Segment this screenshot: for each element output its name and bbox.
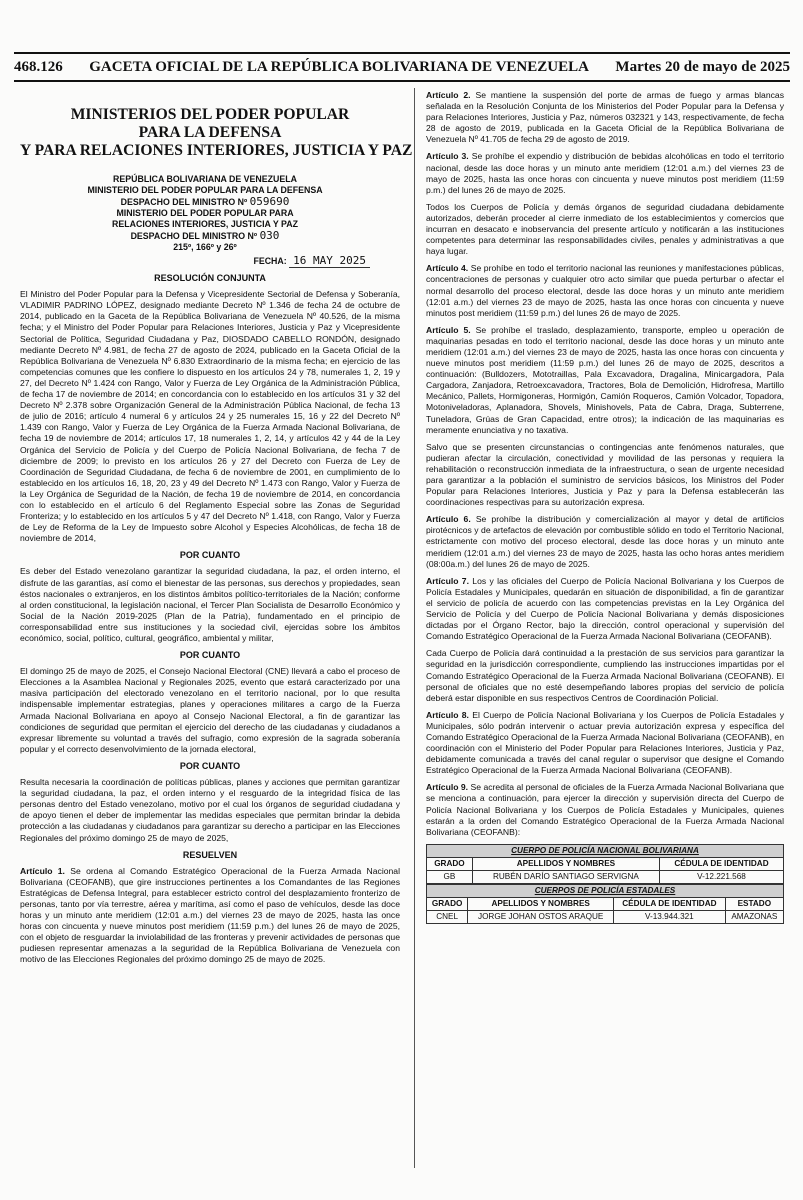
article-6 (426, 514, 784, 569)
por-cuanto-heading: POR CUANTO (179, 550, 241, 561)
gazette-header (14, 56, 790, 78)
por-cuanto-heading: POR CUANTO (179, 760, 241, 771)
article-label: Artículo 7. (426, 575, 469, 586)
ministries-title (20, 106, 413, 160)
table-header: APELLIDOS Y NOMBRES (472, 857, 659, 870)
article-text: Se prohíbe el expendio y distribución de bebidas alcohólicas en todo el territorio nacional, desde las doce horas y un minuto ante meridiem (12:01 a.m.) del viernes 23 de mayo de 2025, hasta las once horas con cincuenta y nueve minutos post meridiem (11:59 p.m.) del lunes 26 de mayo de 2025. (426, 151, 784, 195)
article-label: Artículo 8. (426, 709, 469, 720)
table-cell: JORGE JOHAN OSTOS ARAQUE (468, 910, 614, 923)
column-divider (414, 88, 415, 1168)
article-7-paragraph: Cada Cuerpo de Policía dará continuidad a la prestación de sus servicios para garantizar la seguridad en la jurisdicción correspondiente, cumpliendo las instrucciones impartidas por el Comando Estratégico Operacional de la Fuerza Armada Nacional Bolivariana (CEOFANB). El personal de oficiales que no esté desempeñando labores propias del servicio de policía deberá estar disponible en sus respectivos Centros de Coordinación Policial. (426, 648, 784, 703)
table-header: CÉDULA DE IDENTIDAD (614, 897, 726, 910)
article-5-paragraph: Salvo que se presenten circunstancias o contingencias ante fenómenos naturales, que pudieran afectar la circulación, conectividad y movilidad de las personas y requiera la rehabilitación o reconstrucción inmediata de la infraestructura, o sean de urgente necesidad para garantizar a la población el suministro de servicios básicos, los Ministros del Poder Popular para Relaciones Interiores, Justicia y Paz y para la Defensa establecerán las coordinaciones respectivas para su autorización expresa. (426, 441, 784, 508)
ministry-interior-line2: RELACIONES INTERIORES, JUSTICIA Y PAZ (112, 219, 298, 229)
article-label: Artículo 1. (20, 865, 65, 876)
article-label: Artículo 6. (426, 514, 471, 525)
table-row (427, 870, 784, 883)
resuelven-heading: RESUELVEN (182, 849, 238, 860)
ministry-defense: MINISTERIO DEL PODER POPULAR PARA LA DEFENSA (87, 185, 323, 195)
ministry-interior-line1: MINISTERIO DEL PODER POPULAR PARA (116, 208, 294, 218)
header-rule (14, 80, 790, 82)
office-interior-label: DESPACHO DEL MINISTRO Nº (130, 231, 258, 241)
office-defense (80, 196, 330, 208)
office-defense-label: DESPACHO DEL MINISTRO Nº (120, 197, 248, 207)
date-label: FECHA: (253, 256, 287, 266)
article-3-paragraph: Todos los Cuerpos de Policía y demás órganos de seguridad ciudadana debidamente autorizados, deberán proceder al cierre inmediato de los establecimientos y comercios que incurran en desacato e inobservancia del presente artículo y notificarán a las instituciones competentes para determinar las responsabilidades civiles, penales y administrativas a que haya lugar. (426, 201, 784, 257)
table-cell: V-13.944.321 (614, 910, 726, 923)
article-label: Artículo 9. (426, 782, 469, 793)
ministries-line: MINISTERIOS DEL PODER POPULAR (70, 106, 350, 123)
article-5 (426, 325, 784, 436)
por-cuanto-heading: POR CUANTO (179, 650, 241, 661)
years: 215º, 166º y 26º (173, 242, 237, 252)
resolution-title: RESOLUCIÓN CONJUNTA (154, 273, 266, 284)
article-2 (426, 90, 784, 145)
table-header: APELLIDOS Y NOMBRES (468, 897, 614, 910)
resolution-heading (80, 174, 330, 253)
table-band: CUERPO DE POLICÍA NACIONAL BOLIVARIANA (427, 844, 784, 857)
table-row (427, 910, 784, 923)
article-text: Se mantiene la suspensión del porte de armas de fuego y armas blancas señalada en la Resolución Conjunta de los Ministerios del Poder Popular para la Defensa y para Relaciones Interiores, Justicia y Paz, números 032321 y 143, respectivamente, de fecha 28 de agosto de 2019, publicada en la Gaceta Oficial de la República Bolivariana de Venezuela Nº 41.705 de fecha 29 de agosto de 2019. (426, 90, 784, 145)
office-interior-number: 030 (259, 229, 280, 242)
ministries-line: Y PARA RELACIONES INTERIORES, JUSTICIA Y PAZ (20, 142, 413, 159)
table-cell: AMAZONAS (725, 910, 783, 923)
table-header: GRADO (427, 897, 468, 910)
por-cuanto-paragraph: Resulta necesaria la coordinación de políticas públicas, planes y acciones que permitan garantizar la seguridad ciudadana, la paz, el orden interno y el resguardo de la integridad física de las personas dentro del Estado venezolano, motivo por el cual los órganos de seguridad ciudadana y de apoyo tienen el deber de implementar las medidas especiales que permitan brindar la debida protección a las ciudadanas y ciudadanos para garantizar su derecho a participar en las Elecciones Regionales del próximo domingo 25 de mayo de 2025, (20, 777, 400, 843)
article-label: Artículo 2. (426, 90, 471, 100)
office-defense-number: 059690 (249, 195, 290, 208)
article-8 (426, 710, 784, 777)
table-cell: CNEL (427, 910, 468, 923)
article-label: Artículo 4. (426, 263, 469, 274)
page-number: 468.126 (14, 58, 63, 75)
date-value: 16 MAY 2025 (289, 254, 370, 268)
resolution-date (20, 255, 370, 267)
article-label: Artículo 5. (426, 324, 471, 335)
article-4 (426, 263, 784, 318)
article-text: Se prohíbe el traslado, desplazamiento, transporte, empleo u operación de maquinarias pesadas en todo el territorio nacional, desde las doce horas y un minuto ante meridiem (12:01 a.m.) del viernes 23 de mayo de 2025, hasta las once horas con cincuenta y nueve minutos post meridiem (11:59 p.m.) del lunes 26 de mayo de 2025, descritos a continuación: (Bulldozers, Mototraillas, Pala Excavadora, Dragalina, Minicargadora, Pala Cargadora, Zanjadora, Retroexcavadora, Tractores, Bola de Demolición, Hidrofresa, Martillo Mecánico, Pallets, Hormigoneras, Hormigón, Camión Roqueros, Camión Volcador, Topadora, Motoniveladoras, Aplanadora, Shovels, Minishovels, Pata de Cabra, Draga, Subterrene, Tuneladora, Grúas de Gran Capacidad, entre otros); la indicación de las maquinarias es meramente enunciativa y no taxativa. (426, 324, 784, 435)
left-column (20, 90, 413, 972)
article-7 (426, 576, 784, 643)
republic-name: REPÚBLICA BOLIVARIANA DE VENEZUELA (113, 174, 297, 184)
article-text: Se acredita al personal de oficiales de la Fuerza Armada Nacional Bolivariana que se menciona a continuación, para ejercer la dirección y supervisión directa del Cuerpo de Policía Nacional Bolivariana y los Cuerpos de Policía Estadales y Municipales, quienes estarán a la orden del Comando Estratégico Operacional de la Fuerza Armada Nacional Bolivariana (CEOFANB): (426, 782, 784, 837)
state-officers-table (426, 884, 784, 924)
article-text: Los y las oficiales del Cuerpo de Policía Nacional Bolivariana y los Cuerpos de Policía Estadales y Municipales, quedarán en situación de disponibilidad, a fin de garantizar el servicio de policía de acuerdo con las competencias previstas en la Ley Orgánica del Servicio de Policía y del Cuerpo de Policía Nacional Bolivariana y demás disposiciones dictadas por el Órgano Rector, bajo la dirección, control operacional y supervisión del Comando Estratégico Operacional de la Fuerza Armada Nacional Bolivariana (CEOFANB). (426, 575, 784, 642)
top-rule (14, 52, 790, 54)
article-text: Se prohíbe la distribución y comercialización al mayor y detal de artificios pirotécnicos y de artefactos de elevación por combustible sólido en todo el Territorio Nacional, estrictamente con motivo del proceso electoral, desde las doce horas y un minuto ante meridiem (12:01 a.m.) del viernes 23 de mayo de 2025, hasta las ocho horas antes meridiem (08:00a.m.) del lunes 26 de mayo de 2025. (426, 514, 785, 569)
article-text: El Cuerpo de Policía Nacional Bolivariana y los Cuerpos de Policía Estadales y Municipales, sólo podrán intervenir o actuar previa autorización expresa y específica del Comando Estratégico Operacional de la Fuerza Armada Nacional Bolivariana (CEOFANB), en coordinación con el Ministerio del Poder Popular para Relaciones Interiores, Justicia y Paz, debidamente comunicada a través del canal regular o supervisor que designe el Comando Estratégico Operacional de la Fuerza Armada Nacional Bolivariana (CEOFANB). (426, 709, 784, 776)
table-header: ESTADO (725, 897, 783, 910)
table-header: GRADO (427, 857, 473, 870)
article-1 (20, 866, 400, 966)
article-9 (426, 782, 784, 837)
por-cuanto-paragraph: Es deber del Estado venezolano garantizar la seguridad ciudadana, la paz, el orden interno, el disfrute de las garantías, así como el bienestar de las personas, sus derechos y propiedades, sean éstos nacionales o extranjeros, en los distintos ámbitos político-territoriales de la Nación; conforme al orden constitucional, la legislación nacional, el Tercer Plan Socialista de Desarrollo Económico y Social de la Nación 2019-2025 (Plan de la Patria), fundamentado en el principio de corresponsabilidad entre sus instituciones y la sociedad civil, ejercidas sobre los ámbitos económico, social, político, cultural, geográfico, ambiental y militar, (20, 566, 400, 643)
preamble: El Ministro del Poder Popular para la Defensa y Vicepresidente Sectorial de Defensa y Soberanía, VLADIMIR PADRINO LÓPEZ, designado mediante Decreto Nº 1.346 de fecha 24 de octubre de 2014, publicado en la Gaceta de la República Bolivariana de Venezuela Nº 40.526, de la misma fecha; y el Ministro del Poder Popular para Relaciones Interiores, Justicia y Paz y Vicepresidente Sectorial de Política, Seguridad Ciudadana y Paz, DIOSDADO CABELLO RONDÓN, designado mediante Decreto Nº 4.981, de fecha 27 de agosto de 2024, publicado en la Gaceta Oficial de la República Bolivariana de Venezuela Nº 6.830 Extraordinario de la misma fecha; en ejercicio de las competencias comunes que les confiere lo dispuesto en los artículos 24 y 78, numerales 1, 2, 19 y 27, del Decreto Nº 1.424 con Rango, Valor y Fuerza de Ley Orgánica de la Administración Pública, de fecha 17 de noviembre de 2014; en concordancia con lo establecido en los artículos 31 y 32 del Decreto Nº 2.378 sobre Organización General de la Administración Pública Nacional, de fecha 13 de julio de 2016; artículo 4 numeral 6 y artículos 24 y 25 numerales 15, 16 y 22 del Decreto Nº 1.439 con Rango, Valor y Fuerza de Ley Orgánica de la Fuerza Armada Nacional Bolivariana, de fecha 19 de noviembre de 2014; artículos 17, 18 numerales 1, 2, 14, y artículos 42 y 44 de la Ley Orgánica del Servicio de Policía y del Cuerpo de Policía Nacional Bolivariana, de fecha 7 de diciembre de 2009; lo previsto en los artículos 26 y 27 del Decreto con Fuerza de Ley de Coordinación de Seguridad Ciudadana, de fecha 6 de noviembre de 2001, en cumplimiento de lo establecido en los artículos 16, 18, 20, 23 y 49 del Decreto Nº 1.473 con Rango, Valor y Fuerza de la Ley Orgánica de Seguridad de la Nación, de fecha 19 de noviembre de 2014, en concordancia con lo establecido en el artículo 6 del Reglamento Especial sobre las Zonas de Seguridad Fronteriza; y lo establecido en los artículos 5 y 47 del Decreto Nº 1.418, con Rango, Valor y Fuerza de Ley de Reforma de la Ley de Impuesto sobre Alcohol y Especies Alcohólicas, de fecha 18 de noviembre de 2014, (20, 289, 400, 544)
right-column (426, 90, 784, 924)
article-text: Se prohíbe en todo el territorio nacional las reuniones y manifestaciones públicas, concentraciones de personas y cualquier otro acto similar que pueda perturbar o afectar el normal desarrollo del proceso electoral, desde las doce horas y un minuto ante meridiem (12:01 a.m.) del viernes 23 de mayo de 2025, hasta las once horas con cincuenta y nueve minutos post meridiem (11:59 p.m.) del lunes 26 de mayo de 2025. (426, 263, 784, 318)
por-cuanto-paragraph: El domingo 25 de mayo de 2025, el Consejo Nacional Electoral (CNE) llevará a cabo el proceso de Elecciones a la Asamblea Nacional y Regionales 2025, evento que estará caracterizado por una masiva participación del electorado venezolano en el territorio nacional, por lo que resulta indispensable implementar estrategias, planes y operaciones militares a cargo de la Fuerza Armada Nacional Bolivariana en apoyo al Consejo Nacional Electoral, a fin de garantizar las condiciones de seguridad que permitan el ejercicio del derecho de las ciudadanas y ciudadanos a expresar libremente su voluntad a través del sufragio, como expresión de la sagrada soberanía popular y el correcto desenvolvimiento de la jornada electoral, (20, 666, 400, 754)
table-band: CUERPOS DE POLICÍA ESTADALES (427, 884, 784, 897)
article-label: Artículo 3. (426, 151, 469, 162)
article-3 (426, 151, 784, 195)
table-cell: GB (427, 870, 473, 883)
gazette-date: Martes 20 de mayo de 2025 (615, 58, 790, 75)
officers-table (426, 844, 784, 884)
ministries-line: PARA LA DEFENSA (138, 124, 282, 141)
table-cell: RUBÉN DARÍO SANTIAGO SERVIGNA (472, 870, 659, 883)
article-text: Se ordena al Comando Estratégico Operacional de la Fuerza Armada Nacional Bolivariana (CEOFANB), que gire instrucciones pertinentes a los Comandantes de las Regiones Estratégicas de Defensa Integral, para establecer estricto control del desplazamiento fronterizo de personas, tanto por vía terrestre, aérea y marítima, así como el paso de vehículos, desde las doce horas y un minuto ante meridiem (12:01 a.m.) del viernes 23 de mayo de 2025, hasta las once horas con cincuenta y nueve minutos post meridiem (11:59 p.m.) del lunes 26 de mayo de 2025, con el objeto de resguardar la inviolabilidad de las fronteras y prevenir actividades de personas que pudiesen representar amenazas a la seguridad de la República Bolivariana de Venezuela con motivo de las Elecciones Regionales del próximo domingo 25 de mayo de 2025. (20, 865, 400, 965)
office-interior (80, 230, 330, 242)
table-header: CÉDULA DE IDENTIDAD (659, 857, 783, 870)
table-cell: V-12.221.568 (659, 870, 783, 883)
gazette-title: GACETA OFICIAL DE LA REPÚBLICA BOLIVARIANA DE VENEZUELA (89, 58, 589, 75)
